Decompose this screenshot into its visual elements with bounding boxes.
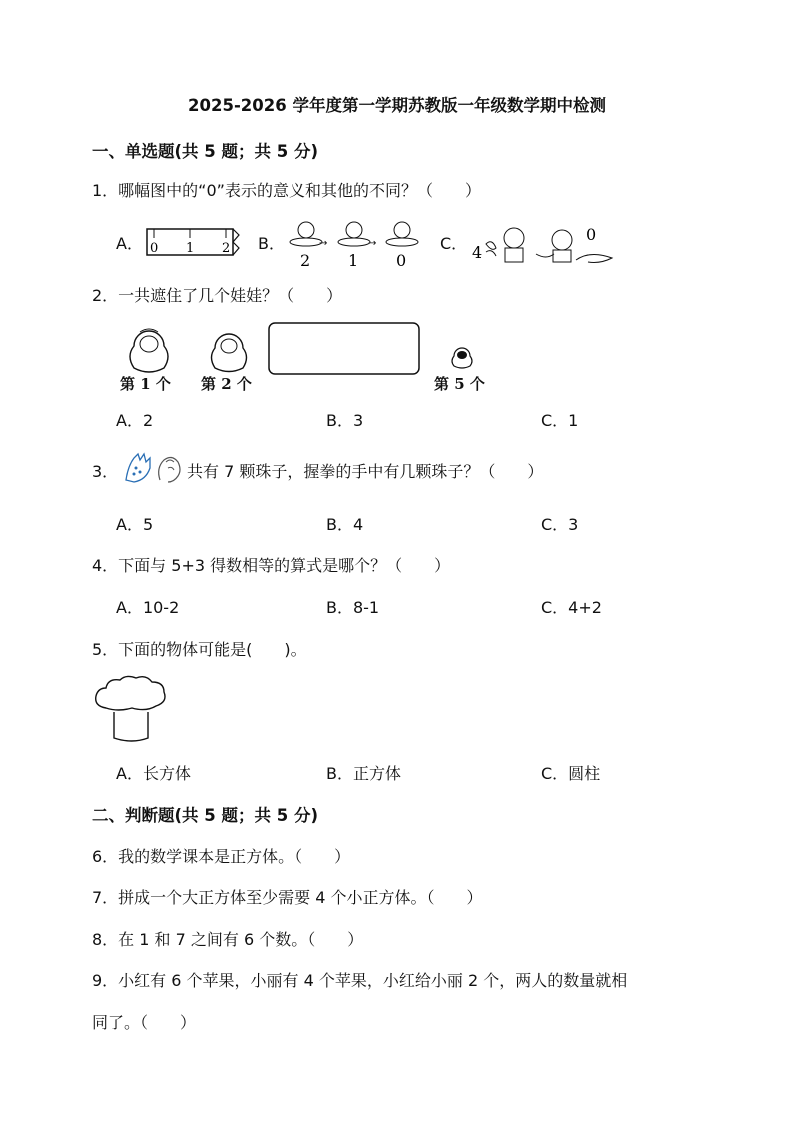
question-2-text: 2．一共遮住了几个娃娃？（ ）	[92, 286, 343, 305]
question-5-option-a[interactable]: A．长方体	[116, 764, 191, 783]
question-9-text-line-1: 9．小红有 6 个苹果，小丽有 4 个苹果，小红给小丽 2 个，两人的数量就相	[92, 971, 628, 990]
question-1-option-c[interactable]: C．	[440, 234, 468, 253]
plate-count-1: 2	[300, 251, 311, 270]
doll-caption-5: 第 5 个	[434, 375, 485, 393]
svg-text:→: →	[319, 238, 328, 249]
monkey-plate-2	[338, 222, 370, 246]
svg-text:→: →	[368, 238, 377, 249]
ruler-tick-2: 2	[222, 241, 231, 256]
question-3-number: 3．	[92, 462, 119, 481]
monkey-plate-1	[290, 222, 322, 246]
ruler-figure	[146, 226, 240, 258]
monkey-plate-3	[386, 222, 418, 246]
question-3-option-b[interactable]: B．4	[326, 515, 364, 534]
pig-1	[504, 228, 524, 262]
fist-icon	[159, 457, 180, 482]
question-6-text: 6．我的数学课本是正方体。（ ）	[92, 847, 351, 866]
section-heading-single-choice: 一、单选题(共 5 题；共 5 分)	[92, 142, 319, 161]
monkey-plates-figure	[286, 216, 426, 268]
doll-caption-2: 第 2 个	[201, 375, 252, 393]
question-5-text: 5．下面的物体可能是( )。	[92, 640, 307, 659]
ruler-tick-0: 0	[150, 241, 159, 256]
question-3-option-c[interactable]: C．3	[541, 515, 579, 534]
pig-bananas-figure	[472, 218, 620, 268]
question-4-option-c[interactable]: C．4+2	[541, 598, 602, 617]
plate-count-3: 0	[396, 251, 407, 270]
covering-box	[268, 322, 420, 376]
doll-caption-1: 第 1 个	[120, 375, 171, 393]
open-hand-icon	[126, 454, 150, 482]
mushroom-object-figure	[92, 676, 170, 744]
doll-5	[450, 345, 474, 369]
question-4-text: 4．下面与 5+3 得数相等的算式是哪个？（ ）	[92, 556, 451, 575]
question-7-text: 7．拼成一个大正方体至少需要 4 个小正方体。（ ）	[92, 888, 483, 907]
question-8-text: 8．在 1 和 7 之间有 6 个数。（ ）	[92, 930, 364, 949]
question-3-option-a[interactable]: A．5	[116, 515, 154, 534]
question-2-option-a[interactable]: A．2	[116, 411, 154, 430]
pig-count-0: 0	[586, 225, 597, 244]
question-1-option-a[interactable]: A．	[116, 234, 143, 253]
ruler-tick-1: 1	[186, 241, 195, 256]
question-4-option-b[interactable]: B．8-1	[326, 598, 380, 617]
pig-count-4: 4	[472, 243, 483, 262]
question-5-option-b[interactable]: B．正方体	[326, 764, 401, 783]
doll-2	[208, 328, 250, 372]
question-2-option-b[interactable]: B．3	[326, 411, 364, 430]
page-title: 2025-2026 学年度第一学期苏教版一年级数学期中检测	[188, 96, 606, 115]
question-5-option-c[interactable]: C．圆柱	[541, 764, 601, 783]
question-4-option-a[interactable]: A．10-2	[116, 598, 180, 617]
question-1-option-b[interactable]: B．	[258, 234, 285, 253]
hands-figure	[122, 450, 186, 486]
section-heading-true-false: 二、判断题(共 5 题；共 5 分)	[92, 806, 319, 825]
question-9-text-line-2: 同了。（ ）	[92, 1013, 197, 1032]
plate-count-2: 1	[348, 251, 359, 270]
pig-2	[552, 230, 572, 262]
question-3-text: 共有 7 颗珠子，握拳的手中有几颗珠子？（ ）	[187, 462, 544, 481]
question-2-option-c[interactable]: C．1	[541, 411, 579, 430]
question-1-text: 1．哪幅图中的“0”表示的意义和其他的不同？（ ）	[92, 181, 481, 200]
doll-1	[126, 324, 172, 374]
